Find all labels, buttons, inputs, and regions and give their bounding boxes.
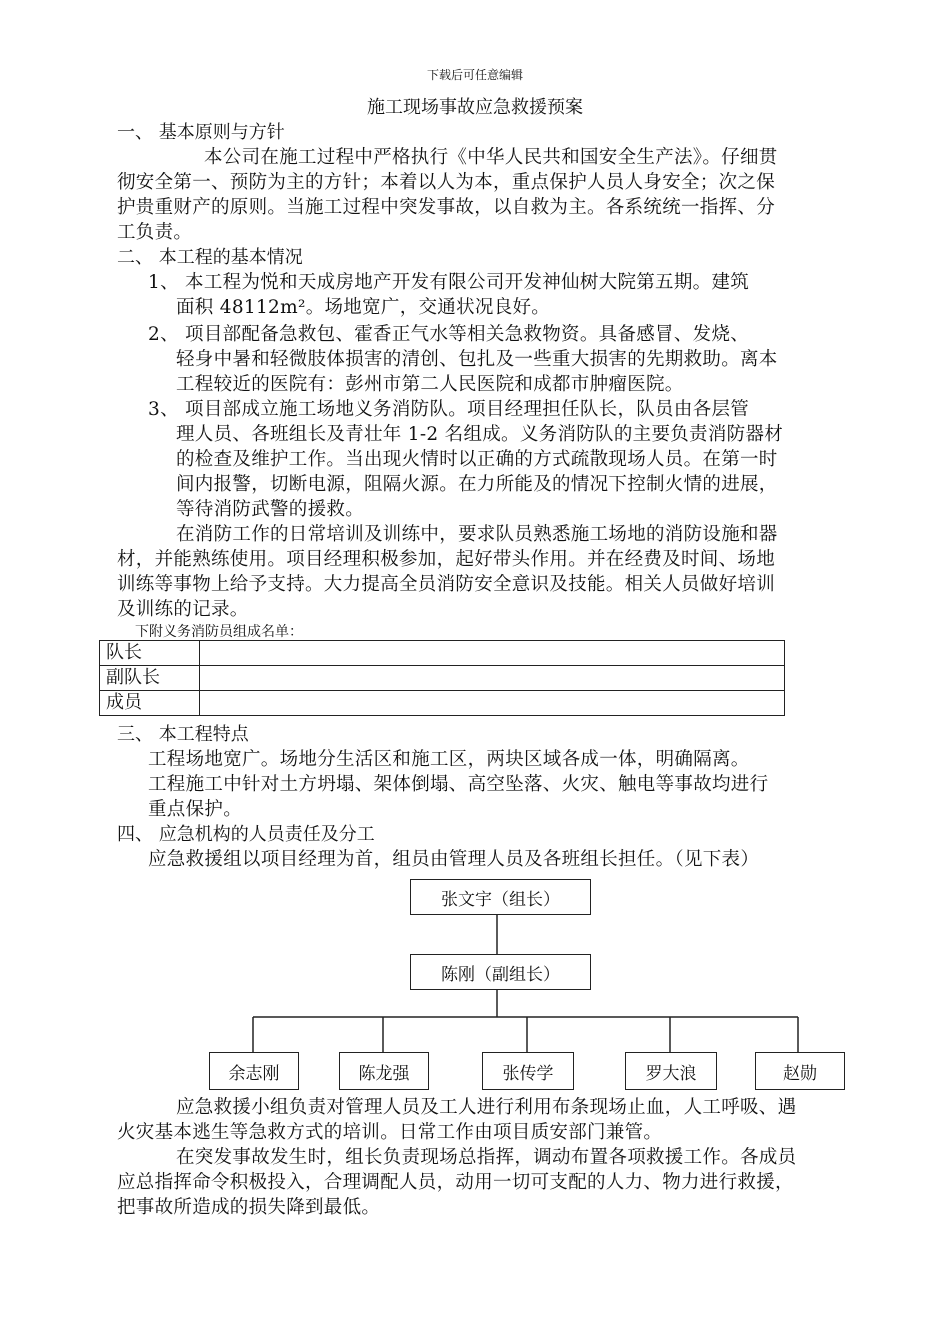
section-3-line: 重点保护。 xyxy=(148,799,243,820)
emergency-command-line: 把事故所造成的损失降到最低。 xyxy=(117,1197,381,1218)
item-3-line: 等待消防武警的援救。 xyxy=(176,499,365,520)
item-3-line: 理人员、各班组长及青壮年 1-2 名组成。义务消防队的主要负责消防器材 xyxy=(176,424,784,445)
org-member-box: 张传学 xyxy=(482,1052,574,1090)
roster-role: 成员 xyxy=(100,691,200,716)
section-1-line: 彻安全第一、预防为主的方针；本着以人为本，重点保护人员人身安全；次之保 xyxy=(117,172,776,193)
fire-training-line: 训练等事物上给予支持。大力提高全员消防安全意识及技能。相关人员做好培训 xyxy=(117,574,776,595)
section-3-heading: 三、 本工程特点 xyxy=(117,724,249,745)
document-title: 施工现场事故应急救援预案 xyxy=(367,97,583,118)
section-3-line: 工程场地宽广。场地分生活区和施工区，两块区域各成一体，明确隔离。 xyxy=(148,749,750,770)
header-note: 下载后可任意编辑 xyxy=(426,68,523,82)
roster-caption: 下附义务消防员组成名单： xyxy=(135,624,303,640)
section-1-line: 工负责。 xyxy=(117,222,193,243)
item-2-line: 2、 项目部配备急救包、霍香正气水等相关急救物资。具备感冒、发烧、 xyxy=(148,324,750,345)
section-1-line: 护贵重财产的原则。当施工过程中突发事故，以自救为主。各系统统一指挥、分 xyxy=(117,197,776,218)
fire-training-line: 材，并能熟练使用。项目经理积极参加，起好带头作用。并在经费及时间、场地 xyxy=(117,549,776,570)
roster-role: 队长 xyxy=(100,641,200,666)
section-2-heading: 二、 本工程的基本情况 xyxy=(117,247,303,268)
emergency-command-line: 应总指挥命令积极投入，合理调配人员，动用一切可支配的人力、物力进行救援， xyxy=(117,1172,794,1193)
emergency-command-line: 在突发事故发生时，组长负责现场总指挥，调动布置各项救援工作。各成员 xyxy=(176,1147,797,1168)
org-member-box: 赵勋 xyxy=(755,1052,845,1090)
org-deputy-box: 陈刚（副组长） xyxy=(410,954,591,990)
org-member-box: 罗大浪 xyxy=(625,1052,717,1090)
item-2-line: 轻身中暑和轻微肢体损害的清创、包扎及一些重大损害的先期救助。离本 xyxy=(176,349,778,370)
section-4-intro: 应急救援组以项目经理为首，组员由管理人员及各班组长担任。（见下表） xyxy=(148,849,760,870)
org-member-box: 陈龙强 xyxy=(339,1052,429,1090)
fire-training-line: 及训练的记录。 xyxy=(117,599,249,620)
section-4-heading: 四、 应急机构的人员责任及分工 xyxy=(117,824,375,845)
item-3-line: 3、 项目部成立施工场地义务消防队。项目经理担任队长，队员由各层管 xyxy=(148,399,750,420)
rescue-training-line: 应急救援小组负责对管理人员及工人进行利用布条现场止血，人工呼吸、遇 xyxy=(176,1097,797,1118)
item-1-line: 面积 48112m²。场地宽广，交通状况良好。 xyxy=(176,297,551,318)
item-3-line: 间内报警，切断电源，阻隔火源。在力所能及的情况下控制火情的进展， xyxy=(176,474,778,495)
roster-role: 副队长 xyxy=(100,666,200,691)
org-member-box: 余志刚 xyxy=(209,1052,299,1090)
item-3-line: 的检查及维护工作。当出现火情时以正确的方式疏散现场人员。在第一时 xyxy=(176,449,778,470)
section-1-line: 本公司在施工过程中严格执行《中华人民共和国安全生产法》。仔细贯 xyxy=(204,147,778,168)
fire-training-line: 在消防工作的日常培训及训练中，要求队员熟悉施工场地的消防设施和器 xyxy=(176,524,778,545)
section-3-line: 工程施工中针对土方坍塌、架体倒塌、高空坠落、火灾、触电等事故均进行 xyxy=(148,774,769,795)
rescue-training-line: 火灾基本逃生等急救方式的培训。日常工作由项目质安部门兼管。 xyxy=(117,1122,663,1143)
item-2-line: 工程较近的医院有：彭州市第二人民医院和成都市肿瘤医院。 xyxy=(176,374,684,395)
org-leader-box: 张文宇（组长） xyxy=(410,879,591,915)
section-1-heading: 一、 基本原则与方针 xyxy=(117,122,285,143)
item-1-line: 1、 本工程为悦和天成房地产开发有限公司开发神仙树大院第五期。建筑 xyxy=(148,272,750,293)
